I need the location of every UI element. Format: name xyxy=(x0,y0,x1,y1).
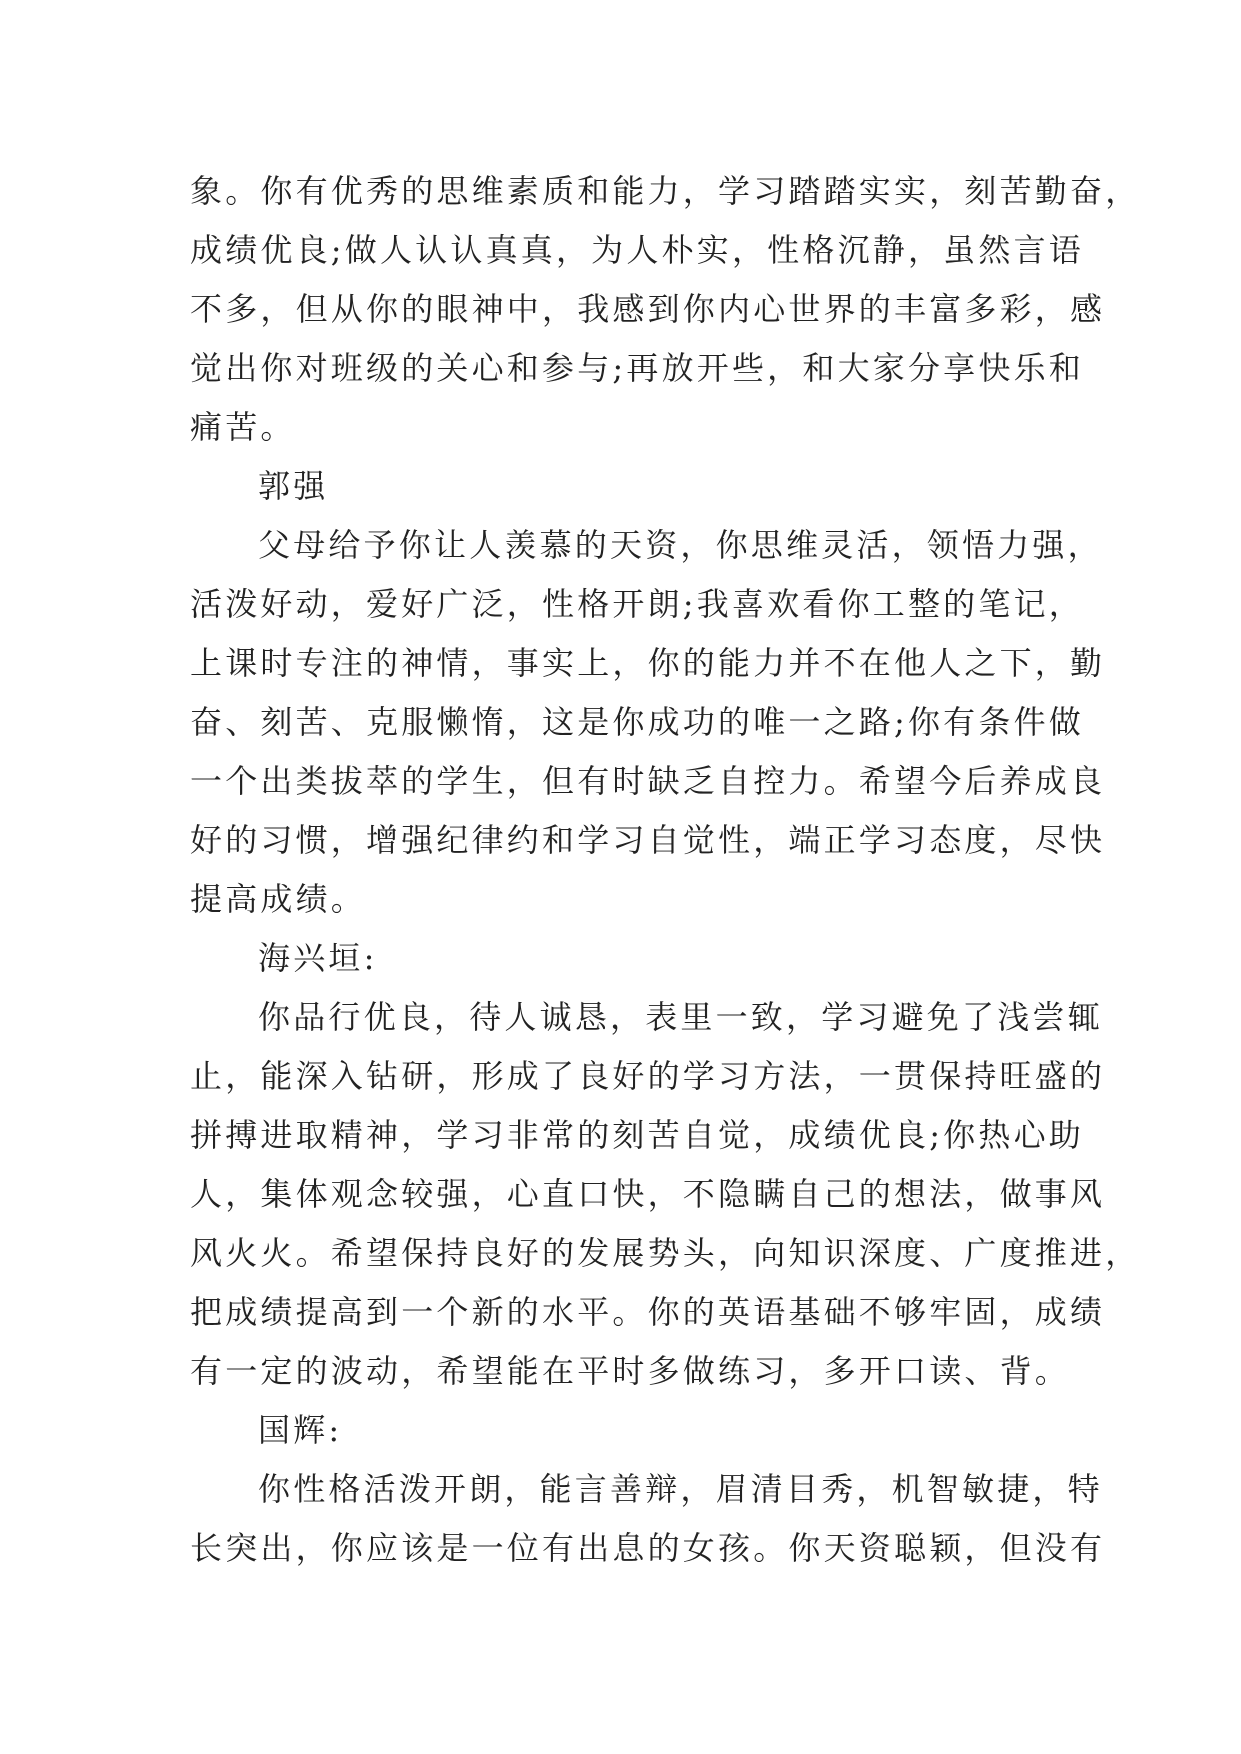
text-line: 觉出你对班级的关心和参与;再放开些，和大家分享快乐和 xyxy=(190,349,1084,387)
paragraph-first-line: 你品行优良，待人诚恳，表里一致，学习避免了浅尝辄 xyxy=(258,998,1103,1036)
text-line: 止，能深入钻研，形成了良好的学习方法，一贯保持旺盛的 xyxy=(190,1057,1106,1095)
text-line: 人，集体观念较强，心直口快，不隐瞒自己的想法，做事风 xyxy=(190,1175,1106,1213)
text-line: 有一定的波动，希望能在平时多做练习，多开口读、背。 xyxy=(190,1352,1071,1390)
text-line: 不多，但从你的眼神中，我感到你内心世界的丰富多彩，感 xyxy=(190,290,1106,328)
text-line: 好的习惯，增强纪律约和学习自觉性，端正学习态度，尽快 xyxy=(190,821,1106,859)
text-line: 奋、刻苦、克服懒惰，这是你成功的唯一之路;你有条件做 xyxy=(190,703,1084,741)
paragraph-first-line: 父母给予你让人羡慕的天资，你思维灵活，领悟力强， xyxy=(258,526,1103,564)
text-line: 一个出类拔萃的学生，但有时缺乏自控力。希望今后养成良 xyxy=(190,762,1106,800)
text-line: 痛苦。 xyxy=(190,408,296,446)
paragraph-first-line: 你性格活泼开朗，能言善辩，眉清目秀，机智敏捷，特 xyxy=(258,1470,1103,1508)
document-body xyxy=(190,162,1141,1578)
text-line: 风火火。希望保持良好的发展势头，向知识深度、广度推进， xyxy=(190,1234,1141,1272)
text-line: 象。你有优秀的思维素质和能力，学习踏踏实实，刻苦勤奋， xyxy=(190,172,1141,210)
text-line: 拼搏进取精神，学习非常的刻苦自觉，成绩优良;你热心助 xyxy=(190,1116,1084,1154)
text-line: 长突出，你应该是一位有出息的女孩。你天资聪颖，但没有 xyxy=(190,1529,1106,1567)
text-line: 活泼好动，爱好广泛，性格开朗;我喜欢看你工整的笔记， xyxy=(190,585,1084,623)
text-line: 把成绩提高到一个新的水平。你的英语基础不够牢固，成绩 xyxy=(190,1293,1106,1331)
text-line: 提高成绩。 xyxy=(190,880,367,918)
text-line: 上课时专注的神情，事实上，你的能力并不在他人之下，勤 xyxy=(190,644,1106,682)
student-name-heading: 海兴垣: xyxy=(258,939,378,977)
text-line: 成绩优良;做人认认真真，为人朴实，性格沉静，虽然言语 xyxy=(190,231,1084,269)
student-name-heading: 郭强 xyxy=(258,467,329,505)
student-name-heading: 国辉: xyxy=(258,1411,343,1449)
